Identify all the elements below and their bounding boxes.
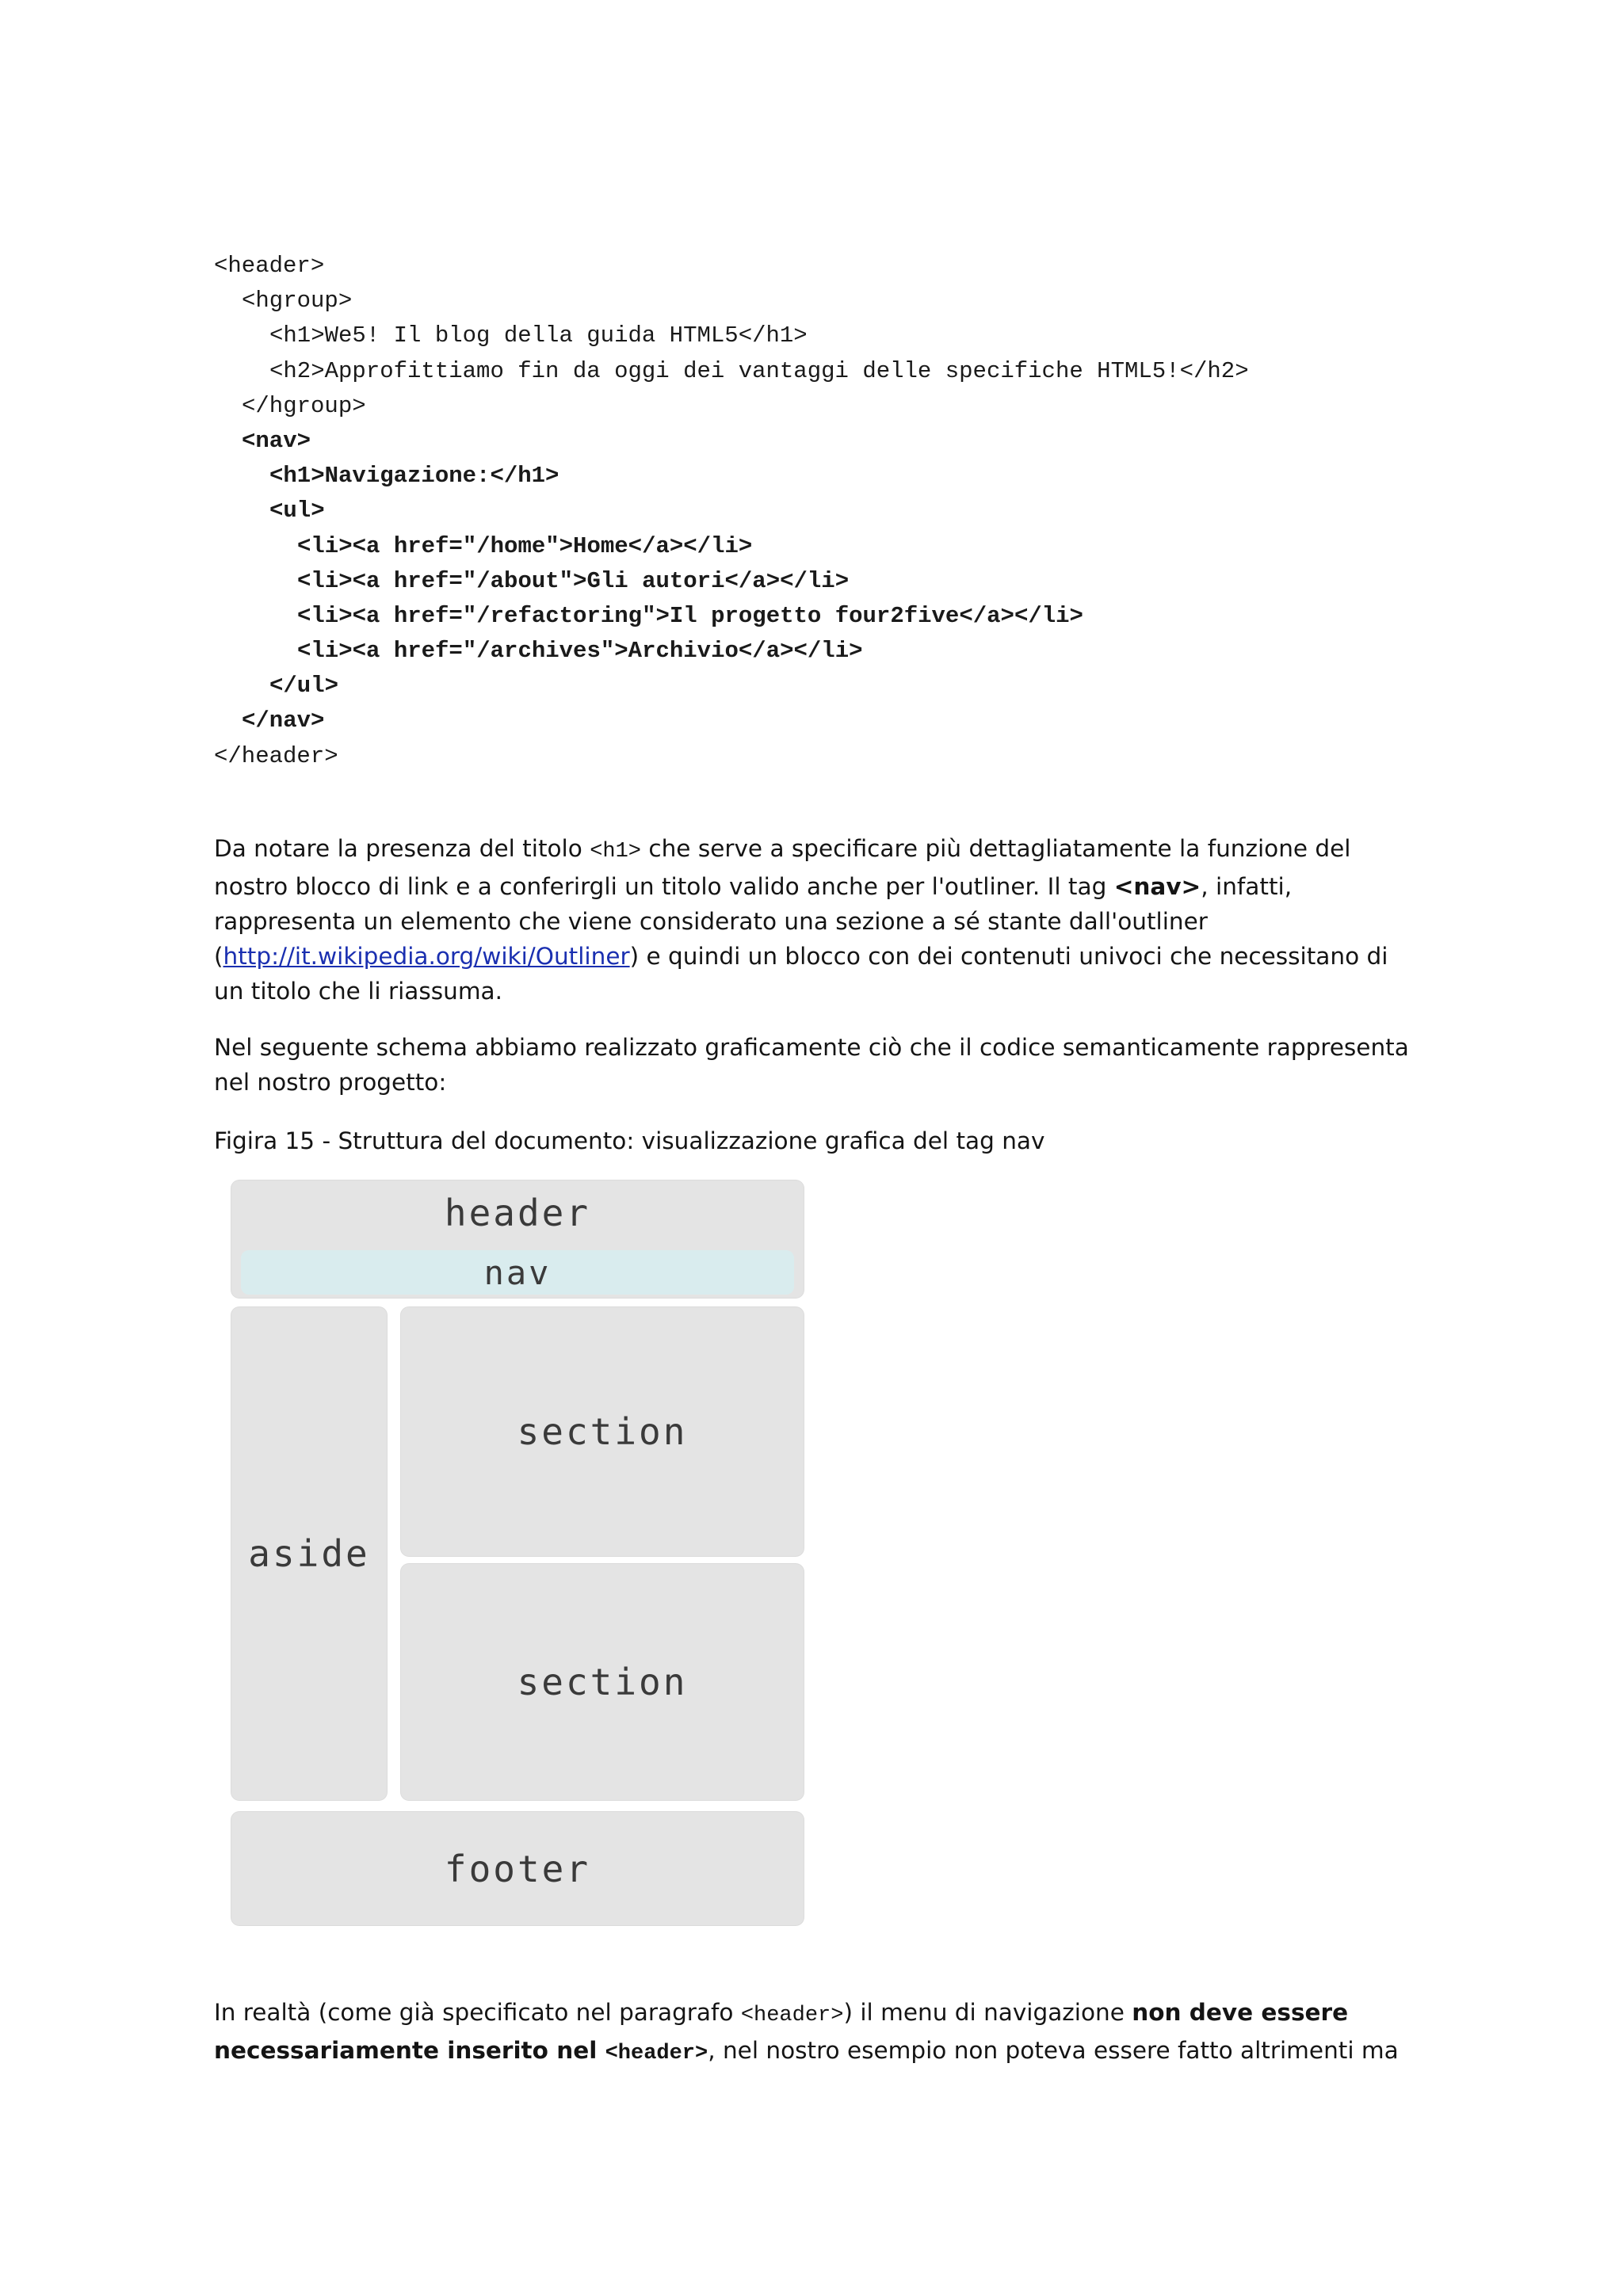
footer-box [231,1812,804,1925]
code-line: </header> [214,742,338,769]
paragraph-nav-explanation [214,831,1419,1009]
code-line: <nav> [242,427,311,454]
nav-box [241,1250,794,1295]
section-box-1 [401,1307,804,1556]
bold-nav-tag: <nav> [1113,873,1201,900]
text-run: Da notare la presenza del titolo [214,835,590,862]
code-line: <header> [214,253,325,279]
code-line: </ul> [269,673,339,700]
paragraph-header-note [214,1995,1419,2071]
text-run: , infatti, rappresenta un elemento che viene considerato una sezione a sé stante dall'outliner ( [214,873,1293,970]
paragraph-text: Nel seguente schema abbiamo realizzato graficamente ciò che il codice semanticamente rappresenta nel nostro progetto: [214,1034,1409,1096]
caption-text: Figira 15 - Struttura del documento: visualizzazione grafica del tag nav [214,1127,1045,1154]
code-line: <h2>Approfittiamo fin da oggi dei vantaggi delle specifiche HTML5!</h2> [269,357,1249,384]
nav-label: nav [483,1253,552,1292]
footer-label: footer [444,1847,591,1890]
text-run: , nel nostro esempio non poteva essere fatto altrimenti ma [708,2037,1399,2064]
section-box-2 [401,1564,804,1800]
text-run: che serve a specificare più dettagliatamente la funzione del nostro blocco di link e a conferirgli un titolo valido anche per l'outliner. Il tag [214,835,1351,900]
paragraph-schema-intro [214,1030,1419,1100]
code-line: <ul> [269,498,325,524]
inline-code-h1: <h1> [590,840,641,864]
bold-text: non deve essere necessariamente inserito nel [214,1999,1349,2064]
aside-label: aside [248,1532,370,1575]
code-line: <h1>We5! Il blog della guida HTML5</h1> [269,322,808,349]
code-line: <li><a href="/archives">Archivio</a></li> [297,638,863,665]
layout-diagram [231,1180,806,1941]
code-line: <hgroup> [242,288,353,315]
aside-box [231,1307,387,1800]
section-label-1: section [517,1410,688,1453]
code-line: <li><a href="/refactoring">Il progetto four2five</a></li> [297,602,1083,629]
text-run: In realtà (come già specificato nel paragrafo [214,1999,741,2026]
code-line: <li><a href="/about">Gli autori</a></li> [297,567,850,594]
text-run: ) il menu di navigazione [843,1999,1132,2026]
code-block [214,249,1249,774]
section-label-2: section [517,1661,688,1703]
outliner-link[interactable]: http://it.wikipedia.org/wiki/Outliner [223,943,630,970]
figure-caption [214,1123,1419,1158]
code-line: </nav> [242,707,325,734]
code-line: <li><a href="/home">Home</a></li> [297,532,753,559]
inline-code-header: <header> [740,2004,844,2027]
text-run: ) e quindi un blocco con dei contenuti univoci che necessitano di un titolo che li riassuma. [214,943,1388,1005]
bold-inline-code-header: <header> [605,2042,708,2065]
header-label: header [444,1192,591,1234]
code-line: <h1>Navigazione:</h1> [269,463,559,490]
code-line: </hgroup> [242,392,366,419]
